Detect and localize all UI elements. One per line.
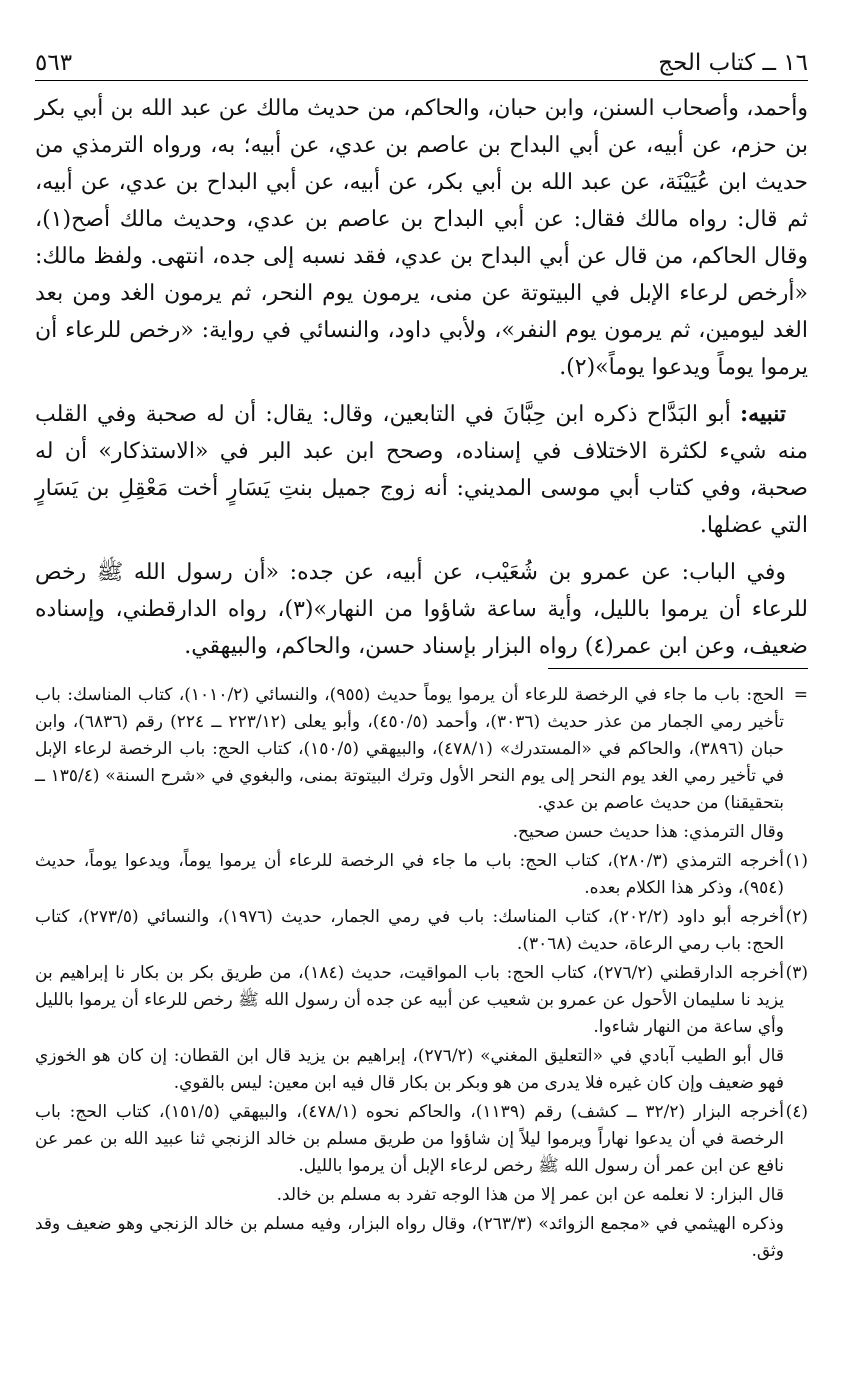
footnote-text: أخرجه أبو داود (٢٠٢/٢)، كتاب المناسك: باب في رمي الجمار، حديث (١٩٧٦)، والنسائي (٢٧٣/٥)، كتاب الحج: باب رمي الرعاة، حديث (٣٠٦٨). <box>35 907 784 954</box>
footnote-number: (١) <box>785 851 808 871</box>
footnotes <box>35 682 808 1267</box>
main-paragraph-2 <box>35 396 808 544</box>
footnote-number: (٢) <box>785 907 808 927</box>
chapter-title: ١٦ ــ كتاب الحج <box>658 50 808 76</box>
note-label: تنبيه: <box>740 401 786 427</box>
footnote-continuation <box>35 682 808 846</box>
footnote-text: أخرجه البزار (٣٢/٢ ــ كشف) رقم (١١٣٩)، والحاكم نحوه (٤٧٨/١)، والبيهقي (١٥١/٥)، كتاب الحج: باب الرخصة في أن يدعوا نهاراً ويرموا ليلاً إن شاؤوا من طريق مسلم بن خالد الزنجي ثنا عبيد الله بن عمر عن نافع عن ابن عمر أن رسول الله ﷺ رخص لرعاء الإبل أن يرموا بالليل. <box>35 1102 785 1176</box>
footnote-text: الحج: باب ما جاء في الرخصة للرعاء أن يرموا يوماً حديث (٩٥٥)، والنسائي (١٠١٠/٢)، كتاب المناسك: باب تأخير رمي الجمار من عذر حديث (٣٠٣٦)، وأحمد (٤٥٠/٥)، وأبو يعلى (٢٢٣/١٢ ــ ٢٢٤) رقم (٦٨٣٦)، وابن حبان (٣٨٩٦)، والحاكم في «المستدرك» (٤٧٨/١)، والبيهقي (١٥٠/٥)، كتاب الحج: باب الرخصة لرعاء الإبل في تأخير رمي الغد يوم النحر إلى يوم النحر الأول وترك البيتوتة بمنى، والبغوي في «شرح السنة» (١٣٥/٤ ــ بتحقيقنا) من حديث عاصم بن عدي. <box>35 685 784 813</box>
footnote-text: وذكره الهيثمي في «مجمع الزوائد» (٢٦٣/٣)، وقال رواه البزار، وفيه مسلم بن خالد الزنجي وهو ضعيف وقد وثق. <box>35 1214 784 1261</box>
footnote-text: قال البزار: لا نعلمه عن ابن عمر إلا من هذا الوجه تفرد به مسلم بن خالد. <box>276 1185 784 1205</box>
footnote-3 <box>35 960 808 1097</box>
main-paragraph-1: وأحمد، وأصحاب السنن، وابن حبان، والحاكم، من حديث مالك عن عبد الله بن أبي بكر بن حزم، عن أبيه، عن أبي البداح بن عاصم بن عدي، عن أبيه؛ به، ورواه الترمذي من حديث ابن عُيَيْنَة، عن عبد الله بن أبي بكر، عن أبيه، عن أبي البداح بن عدي، عن أبيه، ثم قال: رواه مالك فقال: عن أبي البداح بن عاصم بن عدي، وحديث مالك أصح(١)، وقال الحاكم، من قال عن أبي البداح بن عدي، فقد نسبه إلى جده، انتهى. ولفظ مالك: «أرخص لرعاء الإبل في البيتوتة عن منى، يرمون يوم النحر، ثم يرمون الغد ومن بعد الغد ليومين، ثم يرمون يوم النفر»، ولأبي داود، والنسائي في رواية: «رخص للرعاء أن يرموا يوماً ويدعوا يوماً»(٢). <box>35 96 808 380</box>
footnote-text: وقال الترمذي: هذا حديث حسن صحيح. <box>512 822 784 842</box>
page-number: ٥٦٣ <box>35 50 73 76</box>
running-head <box>35 38 808 81</box>
note-text: أبو البَدَّاح ذكره ابن حِبَّانَ في التابعين، وقال: يقال: أن له صحبة وفي القلب منه شيء لكثرة الاختلاف في إسناده، وصحح ابن عبد البر في «الاستذكار» أن له صحبة، وفي كتاب أبي موسى المديني: أنه زوج جميل بنتِ يَسَارٍ أخت مَعْقِلِ بن يَسَارٍ التي عضلها. <box>35 402 808 538</box>
footnote-number: (٤) <box>785 1102 808 1122</box>
footnote-text: قال أبو الطيب آبادي في «التعليق المغني» (٢٧٦/٢)، إبراهيم بن يزيد قال ابن القطان: إن كان هو الخوزي فهو ضعيف وإن كان غيره فلا يدرى من هو وبكر بن بكار قال فيه ابن معين: ليس بالقوي. <box>35 1046 784 1093</box>
footnote-4 <box>35 1099 808 1265</box>
footnote-text: أخرجه الترمذي (٢٨٠/٣)، كتاب الحج: باب ما جاء في الرخصة للرعاء أن يرموا يوماً، ويدعوا يوماً، حديث (٩٥٤)، وذكر هذا الكلام بعده. <box>35 851 784 898</box>
footnote-1 <box>35 848 808 902</box>
footnote-2 <box>35 904 808 958</box>
continuation-mark: = <box>793 685 808 705</box>
footnote-number: (٣) <box>785 963 808 983</box>
main-text <box>35 90 808 675</box>
footnote-separator <box>548 668 808 669</box>
main-paragraph-3: وفي الباب: عن عمرو بن شُعَيْب، عن أبيه، عن جده: «أن رسول الله ﷺ رخص للرعاء أن يرموا بالليل، وأية ساعة شاؤوا من النهار»(٣)، رواه الدارقطني، وإسناده ضعيف، وعن ابن عمر(٤) رواه البزار بإسناد حسن، والحاكم، والبيهقي. <box>35 560 808 659</box>
footnote-text: أخرجه الدارقطني (٢٧٦/٢)، كتاب الحج: باب المواقيت، حديث (١٨٤)، من طريق بكر بن بكار نا إبراهيم بن يزيد نا سليمان الأحول عن عمرو بن شعيب عن أبيه عن جده أن رسول الله ﷺ رخص للرعاء أن يرموا بالليل وأي ساعة من النهار شاءوا. <box>35 963 785 1037</box>
